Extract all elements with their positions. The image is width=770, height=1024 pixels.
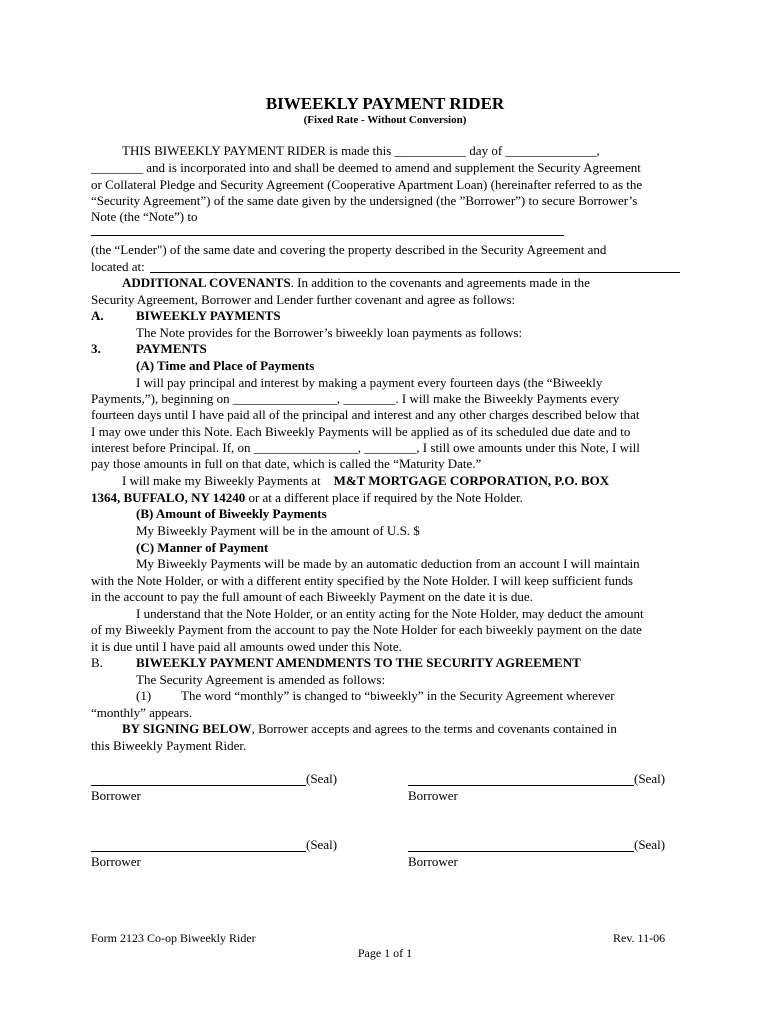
intro-line-3: or Collateral Pledge and Security Agreement (Cooperative Apartment Loan) (hereinafter referred to as the (91, 177, 643, 192)
signature-line-1[interactable] (91, 785, 306, 786)
sub-c-line-6: it is due until I have paid all amounts owed under this Note. (91, 639, 402, 654)
seal-label-1: (Seal) (306, 771, 338, 786)
sub-c-heading: (C) Manner of Payment (136, 540, 269, 555)
section-b-item-text: The word “monthly” is changed to “biweekly” in the Security Agreement wherever (181, 688, 615, 703)
intro-line-7: located at: (91, 259, 145, 274)
sub-a-line-6: pay those amounts in full on that date, which is called the “Maturity Date.” (91, 456, 482, 471)
payment-place-address-1: M&T MORTGAGE CORPORATION, P.O. BOX (333, 473, 610, 488)
sub-a-line-1: I will pay principal and interest by making a payment every fourteen days (the “Biweekly (136, 375, 603, 390)
borrower-label-3: Borrower (91, 854, 141, 869)
payment-place-address-2: 1364, BUFFALO, NY 14240 (91, 490, 246, 505)
sub-c-line-1: My Biweekly Payments will be made by an automatic deduction from an account I will maintain (136, 556, 640, 571)
payment-place-line-1 (122, 473, 682, 489)
section-b-item-text-2: “monthly” appears. (91, 705, 193, 720)
signature-line-4[interactable] (408, 851, 634, 852)
borrower-label-1: Borrower (91, 788, 141, 803)
document-title: BIWEEKLY PAYMENT RIDER (265, 94, 505, 113)
sub-b-heading: (B) Amount of Biweekly Payments (136, 506, 327, 521)
page-number: Page 1 of 1 (357, 946, 413, 960)
sub-c-line-5: of my Biweekly Payment from the account to pay the Note Holder for each biweekly payment on the date (91, 622, 642, 637)
signature-line-3[interactable] (91, 851, 306, 852)
payment-place-prefix: I will make my Biweekly Payments at (122, 473, 321, 488)
intro-line-5: Note (the “Note”) to (91, 209, 198, 224)
intro-line-6: (the “Lender") of the same date and covering the property described in the Security Agreement and (91, 242, 607, 257)
section-a-text: The Note provides for the Borrower’s biweekly loan payments as follows: (136, 325, 523, 340)
sub-a-line-2: Payments,”), beginning on ________________, ________. I will make the Biweekly Payments every (91, 391, 620, 406)
covenants-text-1: . In addition to the covenants and agreements made in the (290, 275, 590, 290)
covenants-line-2: Security Agreement, Borrower and Lender further covenant and agree as follows: (91, 292, 516, 307)
covenants-line-1 (122, 275, 712, 291)
seal-label-3: (Seal) (306, 837, 338, 852)
intro-line-1: THIS BIWEEKLY PAYMENT RIDER is made this ___________ day of ______________, (122, 143, 600, 158)
intro-line-4: “Security Agreement”) of the same date given by the undersigned (the ”Borrower”) to secure Borrower’s (91, 193, 638, 208)
signature-line-2[interactable] (408, 785, 634, 786)
section-3-heading: PAYMENTS (136, 341, 207, 356)
lender-name-line[interactable] (91, 235, 564, 236)
payment-place-line-2 (91, 490, 681, 506)
section-b-item-number: (1) (136, 688, 152, 703)
sub-b-text: My Biweekly Payment will be in the amount of U.S. $ (136, 523, 420, 538)
intro-line-2: ________ and is incorporated into and shall be deemed to amend and supplement the Security Agreement (91, 160, 641, 175)
section-b-heading: BIWEEKLY PAYMENT AMENDMENTS TO THE SECURITY AGREEMENT (136, 655, 581, 670)
section-a-heading: BIWEEKLY PAYMENTS (136, 308, 281, 323)
section-3-number: 3. (91, 341, 101, 356)
sub-a-line-4: I may owe under this Note. Each Biweekly Payments will be applied as of its scheduled due date and to (91, 424, 631, 439)
signing-heading: BY SIGNING BELOW (122, 721, 252, 736)
document-subtitle: (Fixed Rate - Without Conversion) (303, 114, 467, 126)
form-number: Form 2123 Co-op Biweekly Rider (91, 931, 256, 945)
section-b-text: The Security Agreement is amended as follows: (136, 672, 386, 687)
sub-c-line-4: I understand that the Note Holder, or an entity acting for the Note Holder, may deduct the amount (136, 606, 644, 621)
sub-c-line-3: in the account to pay the full amount of each Biweekly Payment on the date it is due. (91, 589, 533, 604)
revision-label: Rev. 11-06 (613, 931, 666, 945)
seal-label-4: (Seal) (634, 837, 666, 852)
seal-label-2: (Seal) (634, 771, 666, 786)
sub-c-line-2: with the Note Holder, or with a different entity specified by the Note Holder. I will keep sufficient funds (91, 573, 633, 588)
section-b-number: B. (91, 655, 103, 670)
sub-a-line-5: interest before Principal. If, on ________________, ________, I still owe amounts under this Note, I will (91, 440, 640, 455)
borrower-label-4: Borrower (408, 854, 458, 869)
section-a-number: A. (91, 308, 104, 323)
property-address-line[interactable] (150, 272, 680, 273)
signing-line-2: this Biweekly Payment Rider. (91, 738, 247, 753)
sub-a-line-3: fourteen days until I have paid all of the principal and interest and any other charges described below that (91, 407, 640, 422)
signing-text-1: , Borrower accepts and agrees to the terms and covenants contained in (251, 721, 617, 736)
sub-a-heading: (A) Time and Place of Payments (136, 358, 315, 373)
payment-place-suffix: or at a different place if required by the Note Holder. (245, 490, 523, 505)
covenants-heading: ADDITIONAL COVENANTS (122, 275, 291, 290)
borrower-label-2: Borrower (408, 788, 458, 803)
signing-line-1 (122, 721, 682, 737)
